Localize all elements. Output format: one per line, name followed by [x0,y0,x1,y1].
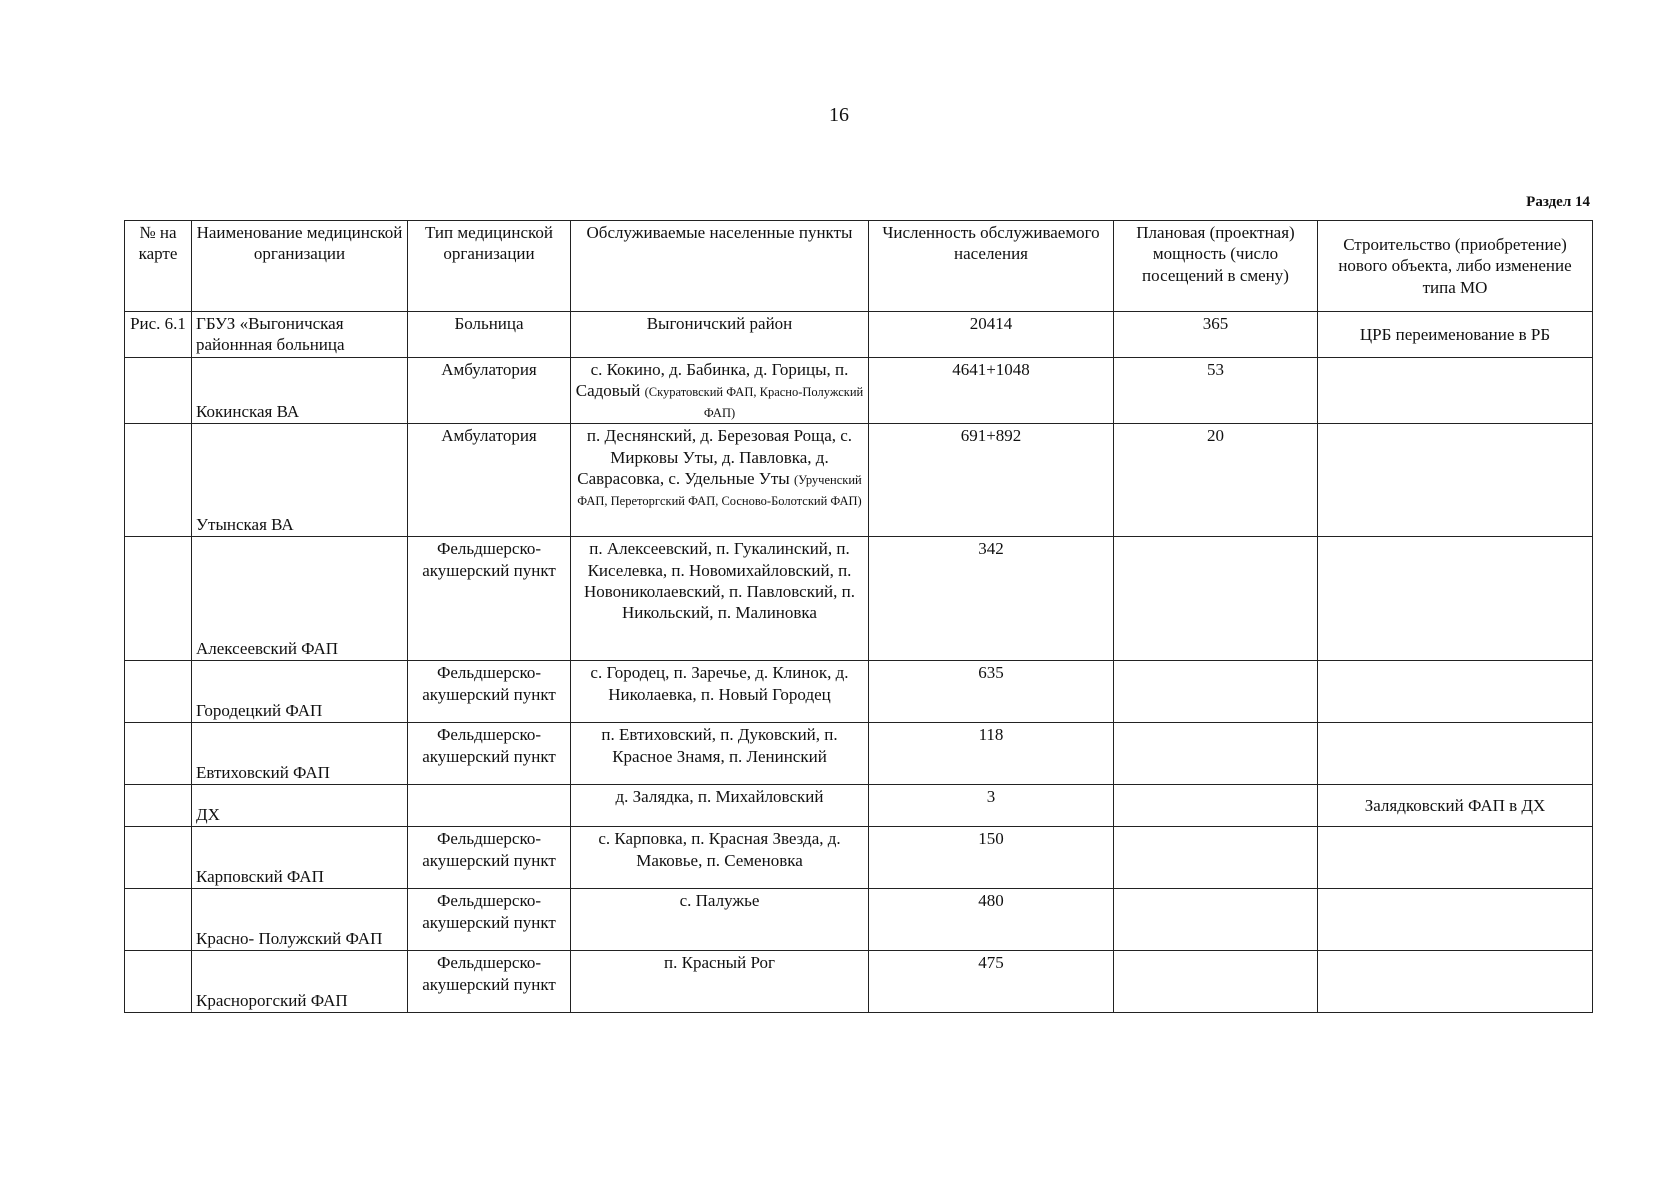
cell-org-name: ДХ [192,785,408,827]
header-capacity: Плановая (проектная) мощность (число посещений в смену) [1114,221,1318,312]
header-map-no: № на карте [125,221,192,312]
cell-change [1318,357,1593,424]
cell-capacity [1114,889,1318,951]
cell-capacity [1114,723,1318,785]
cell-org-type: Больница [408,312,571,358]
table-row [125,723,1593,785]
header-population: Численность обслуживаемого населения [869,221,1114,312]
cell-capacity [1114,661,1318,723]
table-body [125,312,1593,1013]
cell-settlements [571,723,869,785]
settlements-text: п. Красный Рог [664,953,775,973]
cell-capacity: 53 [1114,357,1318,424]
cell-org-name: Карповский ФАП [192,827,408,889]
settlements-text: с. Карповка, п. Красная Звезда, д. Маковье, п. Семеновка [598,829,841,870]
cell-settlements [571,424,869,537]
cell-org-name: Алексеевский ФАП [192,537,408,661]
cell-org-type: Амбулатория [408,424,571,537]
cell-population: 342 [869,537,1114,661]
cell-capacity [1114,827,1318,889]
table-row [125,951,1593,1013]
settlements-note: (Урученский ФАП, Переторгский ФАП, Сосново-Болотский ФАП) [577,472,862,508]
cell-org-type: Фельдшерско-акушерский пункт [408,537,571,661]
header-change: Строительство (приобретение) нового объекта, либо изменение типа МО [1318,221,1593,312]
table-row [125,661,1593,723]
settlements-note: (Скуратовский ФАП, Красно-Полужский ФАП) [644,384,864,420]
table-header-row [125,221,1593,312]
cell-change [1318,661,1593,723]
cell-capacity: 365 [1114,312,1318,358]
cell-org-name: Евтиховский ФАП [192,723,408,785]
cell-change: ЦРБ переименование в РБ [1318,312,1593,358]
cell-settlements [571,785,869,827]
table-row [125,357,1593,424]
cell-org-type: Фельдшерско-акушерский пункт [408,723,571,785]
cell-population: 20414 [869,312,1114,358]
cell-change [1318,889,1593,951]
cell-population: 3 [869,785,1114,827]
section-label: Раздел 14 [1526,194,1590,210]
cell-map-no [125,661,192,723]
cell-org-type: Фельдшерско-акушерский пункт [408,889,571,951]
cell-settlements [571,312,869,358]
cell-change [1318,951,1593,1013]
settlements-text: д. Залядка, п. Михайловский [615,787,824,807]
cell-org-type: Фельдшерско-акушерский пункт [408,827,571,889]
cell-map-no [125,424,192,537]
table-row [125,785,1593,827]
cell-change [1318,723,1593,785]
page-number: 16 [829,104,849,126]
header-settlements: Обслуживаемые населенные пункты [571,221,869,312]
cell-map-no [125,723,192,785]
cell-map-no [125,785,192,827]
table-row [125,537,1593,661]
cell-capacity [1114,785,1318,827]
cell-population: 150 [869,827,1114,889]
cell-population: 475 [869,951,1114,1013]
cell-org-name: Городецкий ФАП [192,661,408,723]
cell-map-no [125,357,192,424]
cell-settlements [571,951,869,1013]
cell-population: 480 [869,889,1114,951]
medical-organizations-table [124,220,1593,1013]
cell-capacity: 20 [1114,424,1318,537]
table-row [125,827,1593,889]
cell-change [1318,537,1593,661]
header-org-type: Тип медицинской организации [408,221,571,312]
cell-org-type: Фельдшерско-акушерский пункт [408,661,571,723]
settlements-text: п. Алексеевский, п. Гукалинский, п. Киселевка, п. Новомихайловский, п. Новониколаевский, п. Павловский, п. Никольский, п. Малиновка [583,539,856,622]
cell-settlements [571,889,869,951]
cell-map-no [125,827,192,889]
cell-settlements [571,827,869,889]
cell-settlements [571,537,869,661]
table-row [125,889,1593,951]
cell-population: 691+892 [869,424,1114,537]
cell-population: 4641+1048 [869,357,1114,424]
settlements-text: с. Кокино, д. Бабинка, д. Горицы, п. Садовый [575,359,849,400]
cell-org-type: Амбулатория [408,357,571,424]
header-org-name: Наименование медицинской организации [192,221,408,312]
settlements-text: Выгоничский район [646,314,793,333]
cell-population: 118 [869,723,1114,785]
cell-settlements [571,357,869,424]
settlements-text: п. Деснянский, д. Березовая Роща, с. Мирковы Уты, д. Павловка, д. Саврасовка, с. Удельные Уты [577,426,853,488]
cell-capacity [1114,951,1318,1013]
cell-change [1318,424,1593,537]
cell-org-name: Кокинская ВА [192,357,408,424]
cell-settlements [571,661,869,723]
cell-org-type [408,785,571,827]
table-row [125,424,1593,537]
table-row [125,312,1593,358]
cell-org-name: ГБУЗ «Выгоничская районнная больница [192,312,408,358]
cell-change [1318,827,1593,889]
cell-capacity [1114,537,1318,661]
cell-map-no: Рис. 6.1 [125,312,192,358]
cell-population: 635 [869,661,1114,723]
cell-map-no [125,951,192,1013]
cell-change: Залядковский ФАП в ДХ [1318,785,1593,827]
cell-org-name: Утынская ВА [192,424,408,537]
settlements-text: с. Городец, п. Заречье, д. Клинок, д. Николаевка, п. Новый Городец [590,663,849,704]
cell-org-type: Фельдшерско-акушерский пункт [408,951,571,1013]
cell-map-no [125,537,192,661]
cell-org-name: Красно- Полужский ФАП [192,889,408,951]
cell-map-no [125,889,192,951]
settlements-text: с. Палужье [679,891,760,911]
settlements-text: п. Евтиховский, п. Дуковский, п. Красное Знамя, п. Ленинский [601,725,838,766]
cell-org-name: Краснорогский ФАП [192,951,408,1013]
